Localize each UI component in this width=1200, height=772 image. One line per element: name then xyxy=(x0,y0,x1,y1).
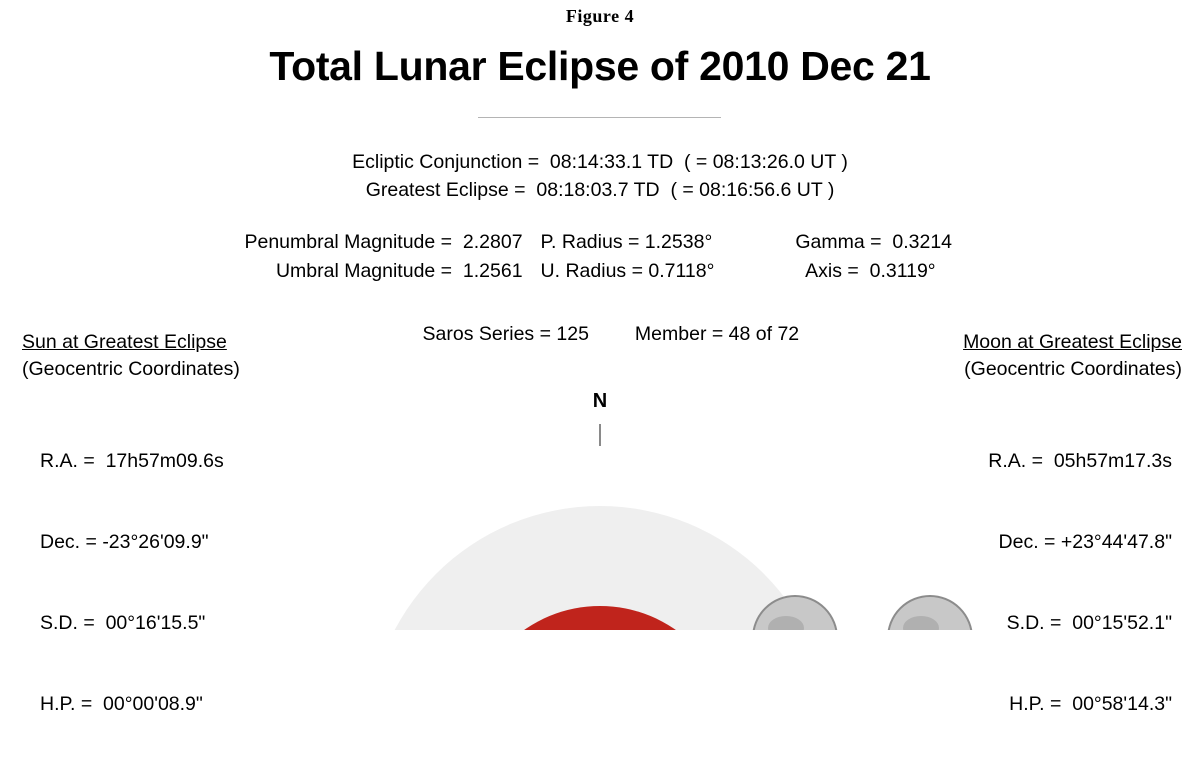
moon-sd-row: S.D. = 00°15'52.1" xyxy=(1006,612,1172,634)
moon-block-heading: Moon at Greatest Eclipse xyxy=(963,331,1182,353)
sun-dec-row: Dec. = -23°26'09.9" xyxy=(40,531,209,553)
sun-ra-row: R.A. = 17h57m09.6s xyxy=(40,450,224,472)
figure-number-text: Figure 4 xyxy=(565,6,635,26)
figure-number-label xyxy=(0,2,1200,28)
saros-member-value: Member = 48 of 72 xyxy=(634,323,800,345)
title-divider xyxy=(478,117,721,118)
north-tick-mark xyxy=(599,424,601,446)
sun-block-heading: Sun at Greatest Eclipse xyxy=(22,331,227,353)
moon-ra-row: R.A. = 05h57m17.3s xyxy=(988,450,1172,472)
moon-block-subheading: (Geocentric Coordinates) xyxy=(964,358,1182,380)
moon-hp-row: H.P. = 00°58'14.3" xyxy=(1009,693,1172,715)
sun-block-subheading: (Geocentric Coordinates) xyxy=(22,358,240,380)
page-title: Total Lunar Eclipse of 2010 Dec 21 xyxy=(269,43,931,89)
penumbral-magnitude-value: Penumbral Magnitude = 2.2807 xyxy=(244,231,523,253)
ecliptic-conjunction-row: Ecliptic Conjunction = 08:14:33.1 TD ( = 08:13:26.0 UT ) xyxy=(352,151,848,173)
north-direction-label: N xyxy=(592,390,608,412)
axis-value: Axis = 0.3119° xyxy=(795,260,936,282)
sun-sd-row: S.D. = 00°16'15.5" xyxy=(40,612,206,634)
eclipse-diagram xyxy=(0,470,1200,630)
penumbral-radius-value: P. Radius = 1.2538° xyxy=(540,231,713,253)
umbral-magnitude-value: Umbral Magnitude = 1.2561 xyxy=(275,260,523,282)
penumbral-magnitude-row xyxy=(170,228,1050,257)
umbral-magnitude-row xyxy=(170,257,1050,286)
eclipse-times-block xyxy=(0,148,1200,204)
greatest-eclipse-row: Greatest Eclipse = 08:18:03.7 TD ( = 08:16:56.6 UT ) xyxy=(365,179,835,201)
gamma-value: Gamma = 0.3214 xyxy=(795,231,953,253)
eclipse-diagram-svg xyxy=(0,470,1200,630)
magnitude-block xyxy=(170,228,1050,286)
sun-hp-row: H.P. = 00°00'08.9" xyxy=(40,693,203,715)
moon-dec-row: Dec. = +23°44'47.8" xyxy=(998,531,1172,553)
saros-series-value: Saros Series = 125 xyxy=(422,323,589,345)
umbral-radius-value: U. Radius = 0.7118° xyxy=(540,260,715,282)
